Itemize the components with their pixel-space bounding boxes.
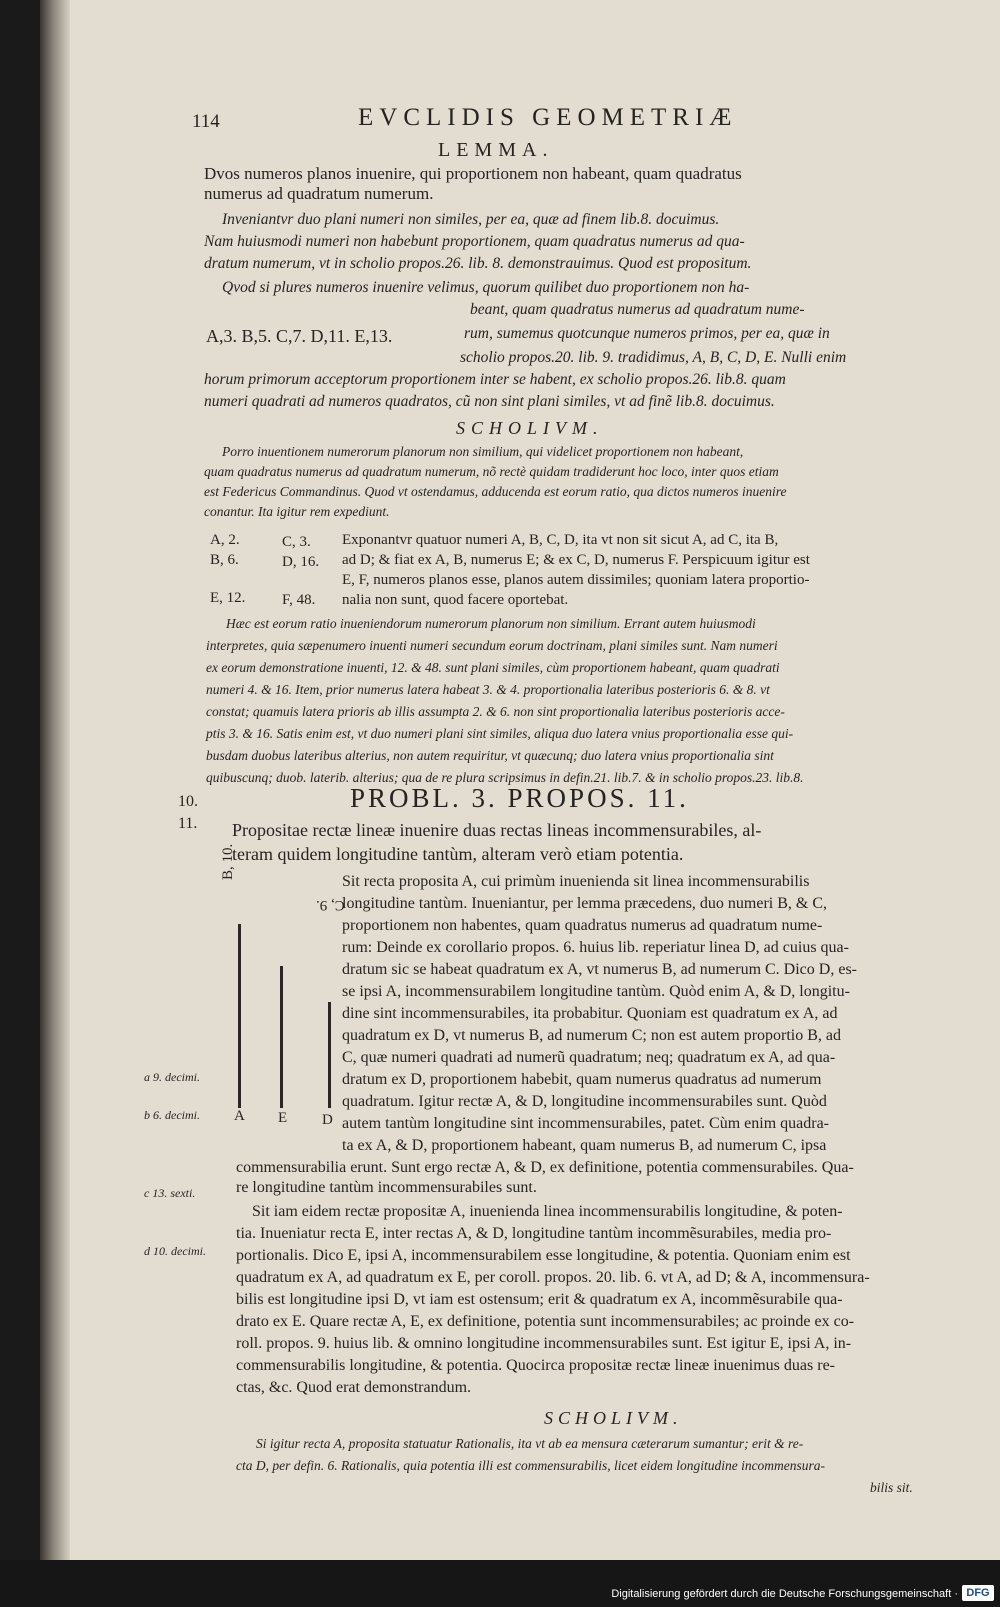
- body-line: tia. Inueniatur recta E, inter rectas A, & D, longitudine tantùm incommẽsurabiles, media pro-: [236, 1225, 832, 1242]
- scholium-line: Hæc est eorum ratio inueniendorum numerorum planorum non similium. Errant autem huiusmodi: [226, 616, 756, 631]
- margin-note: c 13. sexti.: [144, 1186, 196, 1200]
- number-label: B, 6.: [210, 552, 239, 568]
- scholium-line: interpretes, quia sæpenumero inuenti numeri secundum eorum doctrinam, plani similes sunt. Nam numeri: [206, 638, 778, 653]
- enunciation-line: teram quidem longitudine tantùm, alteram verò etiam potentia.: [232, 844, 684, 864]
- footer-credit: Digitalisierung gefördert durch die Deutsche Forschungsgemeinschaft ·: [611, 1588, 958, 1600]
- page-number: 114: [192, 111, 220, 132]
- scholium-line: numeri 4. & 16. Item, prior numerus latera habeat 3. & 4. proportionalia lateribus posterioris 6. & 8. vt: [206, 682, 770, 697]
- scholium-text-line: Exponantvr quatuor numeri A, B, C, D, ita vt non sit sicut A, ad C, ita B,: [342, 532, 779, 548]
- lemma-title: LEMMA.: [438, 139, 554, 161]
- body-line: quadratum ex A, ad quadratum ex E, per coroll. propos. 20. lib. 6. vt A, ad D; & A, incommensura-: [236, 1269, 870, 1286]
- scholium-line: busdam duobus lateribus alterius, non autem requiritur, vt quæcunq; duo latera vnius proportionalia sint: [206, 748, 774, 763]
- body-line: se ipsi A, incommensurabilem longitudine tantùm. Quòd enim A, & D, longitu-: [342, 983, 850, 1000]
- scholium-line: cta D, per defin. 6. Rationalis, quia potentia illi est commensurabilis, licet eidem longitudine incommensura-: [236, 1458, 826, 1473]
- diagram-label-b: B, 10.: [220, 843, 236, 880]
- diagram-label-d: D: [322, 1112, 333, 1128]
- number-label: D, 16.: [282, 554, 320, 570]
- line-a: [238, 924, 241, 1108]
- margin-number: 10.: [178, 793, 198, 810]
- lemma-italic-line: numeri quadrati ad numeros quadratos, cũ non sint plani similes, vt ad finẽ lib.8. docuimus.: [204, 393, 775, 410]
- line-e: [280, 966, 283, 1108]
- lemma-italic-line: rum, sumemus quotcunque numeros primos, per ea, quæ in: [464, 325, 830, 342]
- scholium-line: ptis 3. & 16. Satis enim est, vt duo numeri plani sint similes, aliqua duo latera vnius proportionalia esse qui-: [206, 726, 794, 741]
- body-line: bilis est longitudine ipsi D, vt iam est ostensum; erit & quadratum ex A, incommẽsurabile qua-: [236, 1291, 843, 1308]
- body-line: Sit iam eidem rectæ propositæ A, inuenienda linea incommensurabilis longitudine, & poten-: [252, 1203, 843, 1220]
- body-line: ctas, &c. Quod erat demonstrandum.: [236, 1379, 472, 1396]
- body-line: longitudine tantùm. Inueniantur, per lemma præcedens, duo numeri B, & C,: [342, 895, 828, 912]
- enunciation-line: Propositae rectæ lineæ inuenire duas rectas lineas incommensurabiles, al-: [232, 820, 762, 840]
- running-title: EVCLIDIS GEOMETRIÆ: [358, 104, 738, 131]
- lemma-line: numerus ad quadratum numerum.: [204, 184, 434, 203]
- lemma-italic-line: Nam huiusmodi numeri non habebunt proportionem, quam quadratus numerus ad qua-: [204, 233, 745, 250]
- body-line: re longitudine tantùm incommensurabiles sunt.: [236, 1179, 537, 1196]
- body-line: dratum ex D, proportionem habebit, quam numerus quadratus ad numerum: [342, 1071, 822, 1088]
- scholium-line: Si igitur recta A, proposita statuatur Rationalis, ita vt ab ea mensura cæterarum sumantur; erit & re-: [256, 1436, 804, 1451]
- scholium-line: bilis sit.: [870, 1480, 913, 1495]
- number-label: E, 12.: [210, 590, 246, 606]
- body-line: proportionem non habentes, quam quadratus numerus ad quadratum nume-: [342, 917, 823, 934]
- body-line: rum: Deinde ex corollario propos. 6. huius lib. reperiatur linea D, ad cuius qua-: [342, 939, 849, 956]
- number-label: A, 2.: [210, 532, 240, 548]
- body-line: dratum sic se habeat quadratum ex A, vt numerus B, ad numerum C. Dico D, es-: [342, 961, 857, 978]
- scholium-line: constat; quamuis latera prioris ab illis assumpta 2. & 6. non sint proportionalia lateribus posterioris acce-: [206, 704, 785, 719]
- body-line: quadratum. Igitur rectæ A, & D, longitudine incommensurabiles sunt. Quòd: [342, 1093, 827, 1110]
- lemma-italic-line: Qvod si plures numeros inuenire velimus, quorum quilibet duo proportionem non ha-: [222, 279, 750, 296]
- dfg-logo: DFG: [962, 1585, 994, 1601]
- page-spine: [40, 0, 70, 1560]
- lemma-italic-line: Inveniantvr duo plani numeri non similes, per ea, quæ ad finem lib.8. docuimus.: [222, 211, 720, 228]
- number-label: F, 48.: [282, 592, 316, 608]
- body-line: dine sint incommensurabiles, ita probabitur. Quoniam est quadratum ex A, ad: [342, 1005, 838, 1022]
- margin-note: d 10. decimi.: [144, 1244, 206, 1258]
- scholium-text-line: ad D; & fiat ex A, B, numerus E; & ex C, D, numerus F. Perspicuum igitur est: [342, 552, 810, 568]
- body-line: portionalis. Dico E, ipsi A, incommensurabilem esse longitudine, & potentia. Quoniam enim est: [236, 1247, 851, 1264]
- proposition-heading: PROBL. 3. PROPOS. 11.: [350, 783, 689, 813]
- body-line: autem tantùm longitudine sint incommensurabiles, patet. Cùm enim quadra-: [342, 1115, 830, 1132]
- diagram-label-c: C, 9.: [316, 897, 345, 913]
- margin-note: b 6. decimi.: [144, 1108, 200, 1122]
- body-line: commensurabilis longitudine, & potentia. Quocirca propositæ rectæ lineæ inuenimus duas re-: [236, 1357, 835, 1374]
- body-line: C, quæ numeri quadrati ad numerũ quadratum; neq; quadratum ex A, ad qua-: [342, 1049, 836, 1066]
- lemma-italic-line: scholio propos.20. lib. 9. tradidimus, A, B, C, D, E. Nulli enim: [460, 349, 847, 366]
- body-line: quadratum ex D, vt numerus B, ad numerum C; non est autem proportio B, ad: [342, 1027, 842, 1044]
- scholium-title: SCHOLIVM.: [456, 418, 604, 438]
- book-page: [40, 0, 1000, 1560]
- scholium-line: quibuscunq; duob. laterib. alterius; qua de re plura scripsimus in defin.21. lib.7. & in scholio propos.23. lib.8.: [206, 770, 804, 785]
- scholium-text-line: E, F, numeros planos esse, planos autem dissimiles; quoniam latera proportio-: [342, 572, 810, 588]
- scholium-line: quam quadratus numerus ad quadratum numerum, nõ rectè quidam tradiderunt hoc loco, inter quos etiam: [204, 464, 779, 479]
- lemma-italic-line: dratum numerum, vt in scholio propos.26. lib. 8. demonstrauimus. Quod est propositum.: [204, 255, 752, 272]
- lemma-line: Dvos numeros planos inuenire, qui proportionem non habeant, quam quadratus: [204, 164, 742, 183]
- body-line: commensurabilia erunt. Sunt ergo rectæ A, & D, ex definitione, potentia commensurabiles. Qua-: [236, 1159, 854, 1176]
- diagram-label-e: E: [278, 1110, 288, 1126]
- scholium-title: SCHOLIVM.: [544, 1408, 683, 1428]
- body-line: roll. propos. 9. huius lib. & omnino longitudine incommensurabiles sunt. Est igitur E, ipsi A, in-: [236, 1335, 852, 1352]
- scholium-line: ex eorum demonstratione inuenti, 12. & 48. sunt plani similes, cùm proportionem habeant, quam quadrati: [206, 660, 780, 675]
- body-line: Sit recta proposita A, cui primùm inuenienda sit linea incommensurabilis: [342, 873, 810, 890]
- line-d: [328, 1002, 331, 1108]
- scholium-text-line: nalia non sunt, quod facere oportebat.: [342, 592, 569, 608]
- scholium-line: est Federicus Commandinus. Quod vt ostendamus, adducenda est eorum ratio, qua dictos numeros inuenire: [204, 484, 787, 499]
- body-line: drato ex E. Quare rectæ A, E, ex definitione, potentia sunt incommensurabiles; ac proinde ex co-: [236, 1313, 855, 1330]
- scholium-line: conantur. Ita igitur rem expediunt.: [204, 504, 390, 519]
- body-line: ta ex A, & D, proportionem habeant, quam numerus B, ad numerum C, ipsa: [342, 1137, 827, 1154]
- primes-row: A,3. B,5. C,7. D,11. E,13.: [206, 326, 393, 346]
- margin-note: a 9. decimi.: [144, 1070, 200, 1084]
- diagram-label-a: A: [234, 1108, 245, 1124]
- margin-number: 11.: [178, 815, 198, 832]
- scholium-line: Porro inuentionem numerorum planorum non similium, qui videlicet proportionem non habeant,: [222, 444, 744, 459]
- number-label: C, 3.: [282, 534, 311, 550]
- lemma-italic-line: beant, quam quadratus numerus ad quadratum nume-: [470, 301, 805, 318]
- lemma-italic-line: horum primorum acceptorum proportionem inter se habent, ex scholio propos.26. lib.8. quam: [204, 371, 786, 388]
